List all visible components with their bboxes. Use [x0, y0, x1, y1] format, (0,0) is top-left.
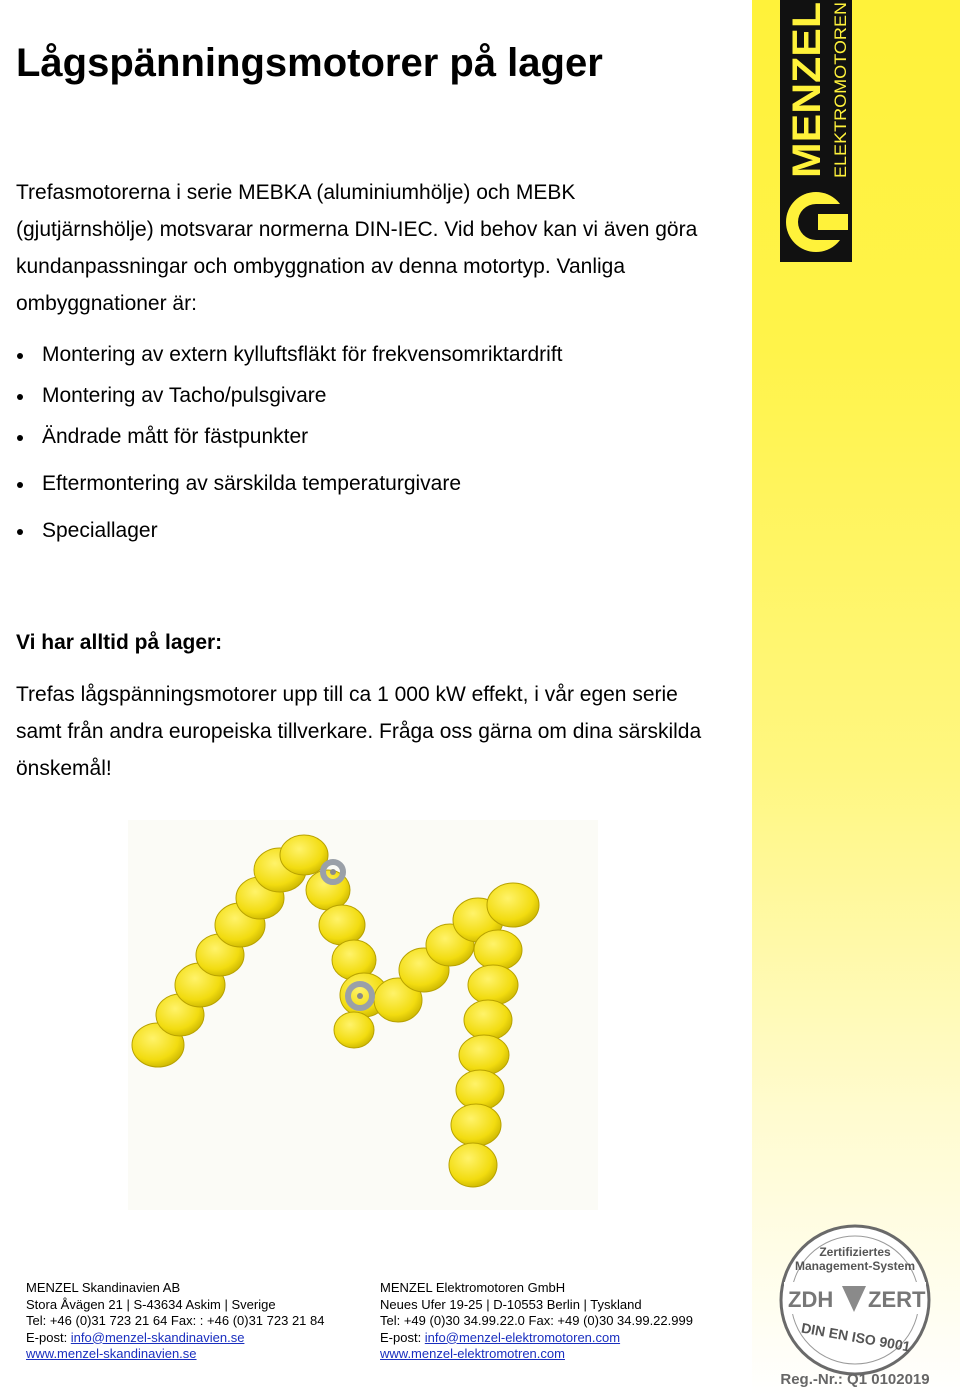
- list-item: Speciallager: [16, 512, 736, 550]
- cert-norm-text: DIN EN ISO 9001: [800, 1319, 912, 1355]
- page-title: Lågspänningsmotorer på lager: [16, 41, 603, 85]
- list-item: Eftermontering av särskilda temperaturgivare: [16, 465, 736, 503]
- footer-web-link[interactable]: www.menzel-skandinavien.se: [26, 1346, 197, 1361]
- list-item: Montering av extern kylluftsfläkt för frekvensomriktardrift: [16, 336, 736, 374]
- cert-left-text: ZDH: [788, 1287, 834, 1312]
- cert-top-line2: Management-System: [794, 1259, 916, 1273]
- intro-paragraph: Trefasmotorerna i serie MEBKA (aluminiumhölje) och MEBK (gjutjärnshölje) motsvarar normerna DIN-IEC. Vid behov kan vi även göra kundanpassningar och ombyggnation av denna motortyp. Vanliga ombyggnationer är:: [16, 181, 698, 315]
- list-item: Ändrade mått för fästpunkter: [16, 418, 736, 456]
- motor-group: [132, 835, 539, 1187]
- footer-contact-germany: [380, 1280, 740, 1363]
- footer-web-link[interactable]: www.menzel-elektromotren.com: [380, 1346, 565, 1361]
- logo-sub-text: ELEKTROMOTOREN: [831, 12, 850, 178]
- footer-phone: Tel: +46 (0)31 723 21 64 Fax: : +46 (0)31 723 21 84: [26, 1313, 325, 1328]
- modification-list: [16, 336, 736, 550]
- footer-email-line: [26, 1330, 366, 1347]
- cert-top-line1: Zertifiziertes: [819, 1245, 891, 1259]
- stock-heading: Vi har alltid på lager:: [16, 631, 223, 654]
- footer-email-label: E-post:: [26, 1329, 71, 1345]
- footer-email-link[interactable]: info@menzel-skandinavien.se: [70, 1329, 245, 1345]
- motors-image: [128, 820, 598, 1210]
- cert-right-text: ZERT: [868, 1287, 926, 1312]
- menzel-logo: [780, 0, 852, 262]
- footer-email-label: E-post:: [380, 1329, 425, 1345]
- stock-paragraph: Trefas lågspänningsmotorer upp till ca 1 000 kW effekt, i vår egen serie samt från andra europeiska tillverkare. Fråga oss gärna om dina särskilda önskemål!: [16, 683, 702, 780]
- footer-company: MENZEL Skandinavien AB: [26, 1280, 181, 1295]
- logo-brand-text: MENZEL: [785, 13, 829, 178]
- footer-address: Neues Ufer 19-25 | D-10553 Berlin | Tyskland: [380, 1296, 642, 1312]
- cert-reg-number: Reg.-Nr.: Q1 0102019: [780, 1371, 930, 1388]
- footer-company: MENZEL Elektromotoren GmbH: [380, 1280, 566, 1295]
- list-item: Montering av Tacho/pulsgivare: [16, 377, 736, 415]
- footer-contact-sweden: [26, 1280, 366, 1363]
- footer-address: Stora Åvägen 21 | S-43634 Askim | Sverige: [26, 1296, 276, 1312]
- footer-phone: Tel: +49 (0)30 34.99.22.0 Fax: +49 (0)30 34.99.22.999: [380, 1313, 693, 1328]
- footer-email-line: [380, 1330, 740, 1347]
- footer-email-link[interactable]: info@menzel-elektromotoren.com: [424, 1329, 621, 1345]
- zdh-zert-certificate-seal: [770, 1220, 940, 1390]
